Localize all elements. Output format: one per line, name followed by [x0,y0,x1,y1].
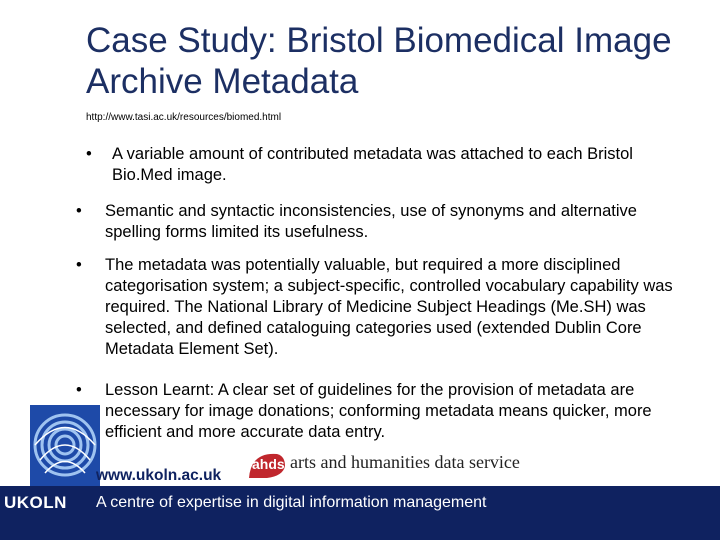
bullet-item-4 [76,380,696,443]
ukoln-label: UKOLN [4,493,67,512]
bullet-item-3 [76,255,696,360]
ahds-abbr-mark [247,452,287,476]
slide-title: Case Study: Bristol Biomedical Image Archive Metadata [86,21,672,101]
footer-bar-strip [0,526,720,540]
bullet-marker: • [86,145,92,163]
bullet-marker: • [76,256,82,274]
footer-tagline: A centre of expertise in digital information management [96,494,487,511]
ahds-name: arts and humanities data service [290,452,520,472]
bullet-item-2 [76,201,696,243]
bullet-item-1 [86,144,686,186]
bullet-text: The metadata was potentially valuable, but required a more disciplined categorisation system; a subject-specific, controlled vocabulary capability was required. The National Library of Medicine Subject Headings (Me.SH) was selected, and defined cataloguing categories used (extended Dublin Core Metadata Element Set). [105,256,673,358]
source-url: http://www.tasi.ac.uk/resources/biomed.html [86,112,282,123]
ukoln-logo-icon [30,405,100,493]
website-link[interactable]: www.ukoln.ac.uk [96,467,222,484]
ahds-abbr-text: ahds [252,456,285,472]
bullet-marker: • [76,202,82,220]
bullet-text: Lesson Learnt: A clear set of guidelines for the provision of metadata are necessary for image donations; conforming metadata means quicker, more efficient and more accurate data entry. [105,381,652,441]
bullet-marker: • [76,381,82,399]
bullet-text: Semantic and syntactic inconsistencies, use of synonyms and alternative spelling forms limited its usefulness. [105,202,637,241]
bullet-text: A variable amount of contributed metadata was attached to each Bristol Bio.Med image. [112,145,633,184]
